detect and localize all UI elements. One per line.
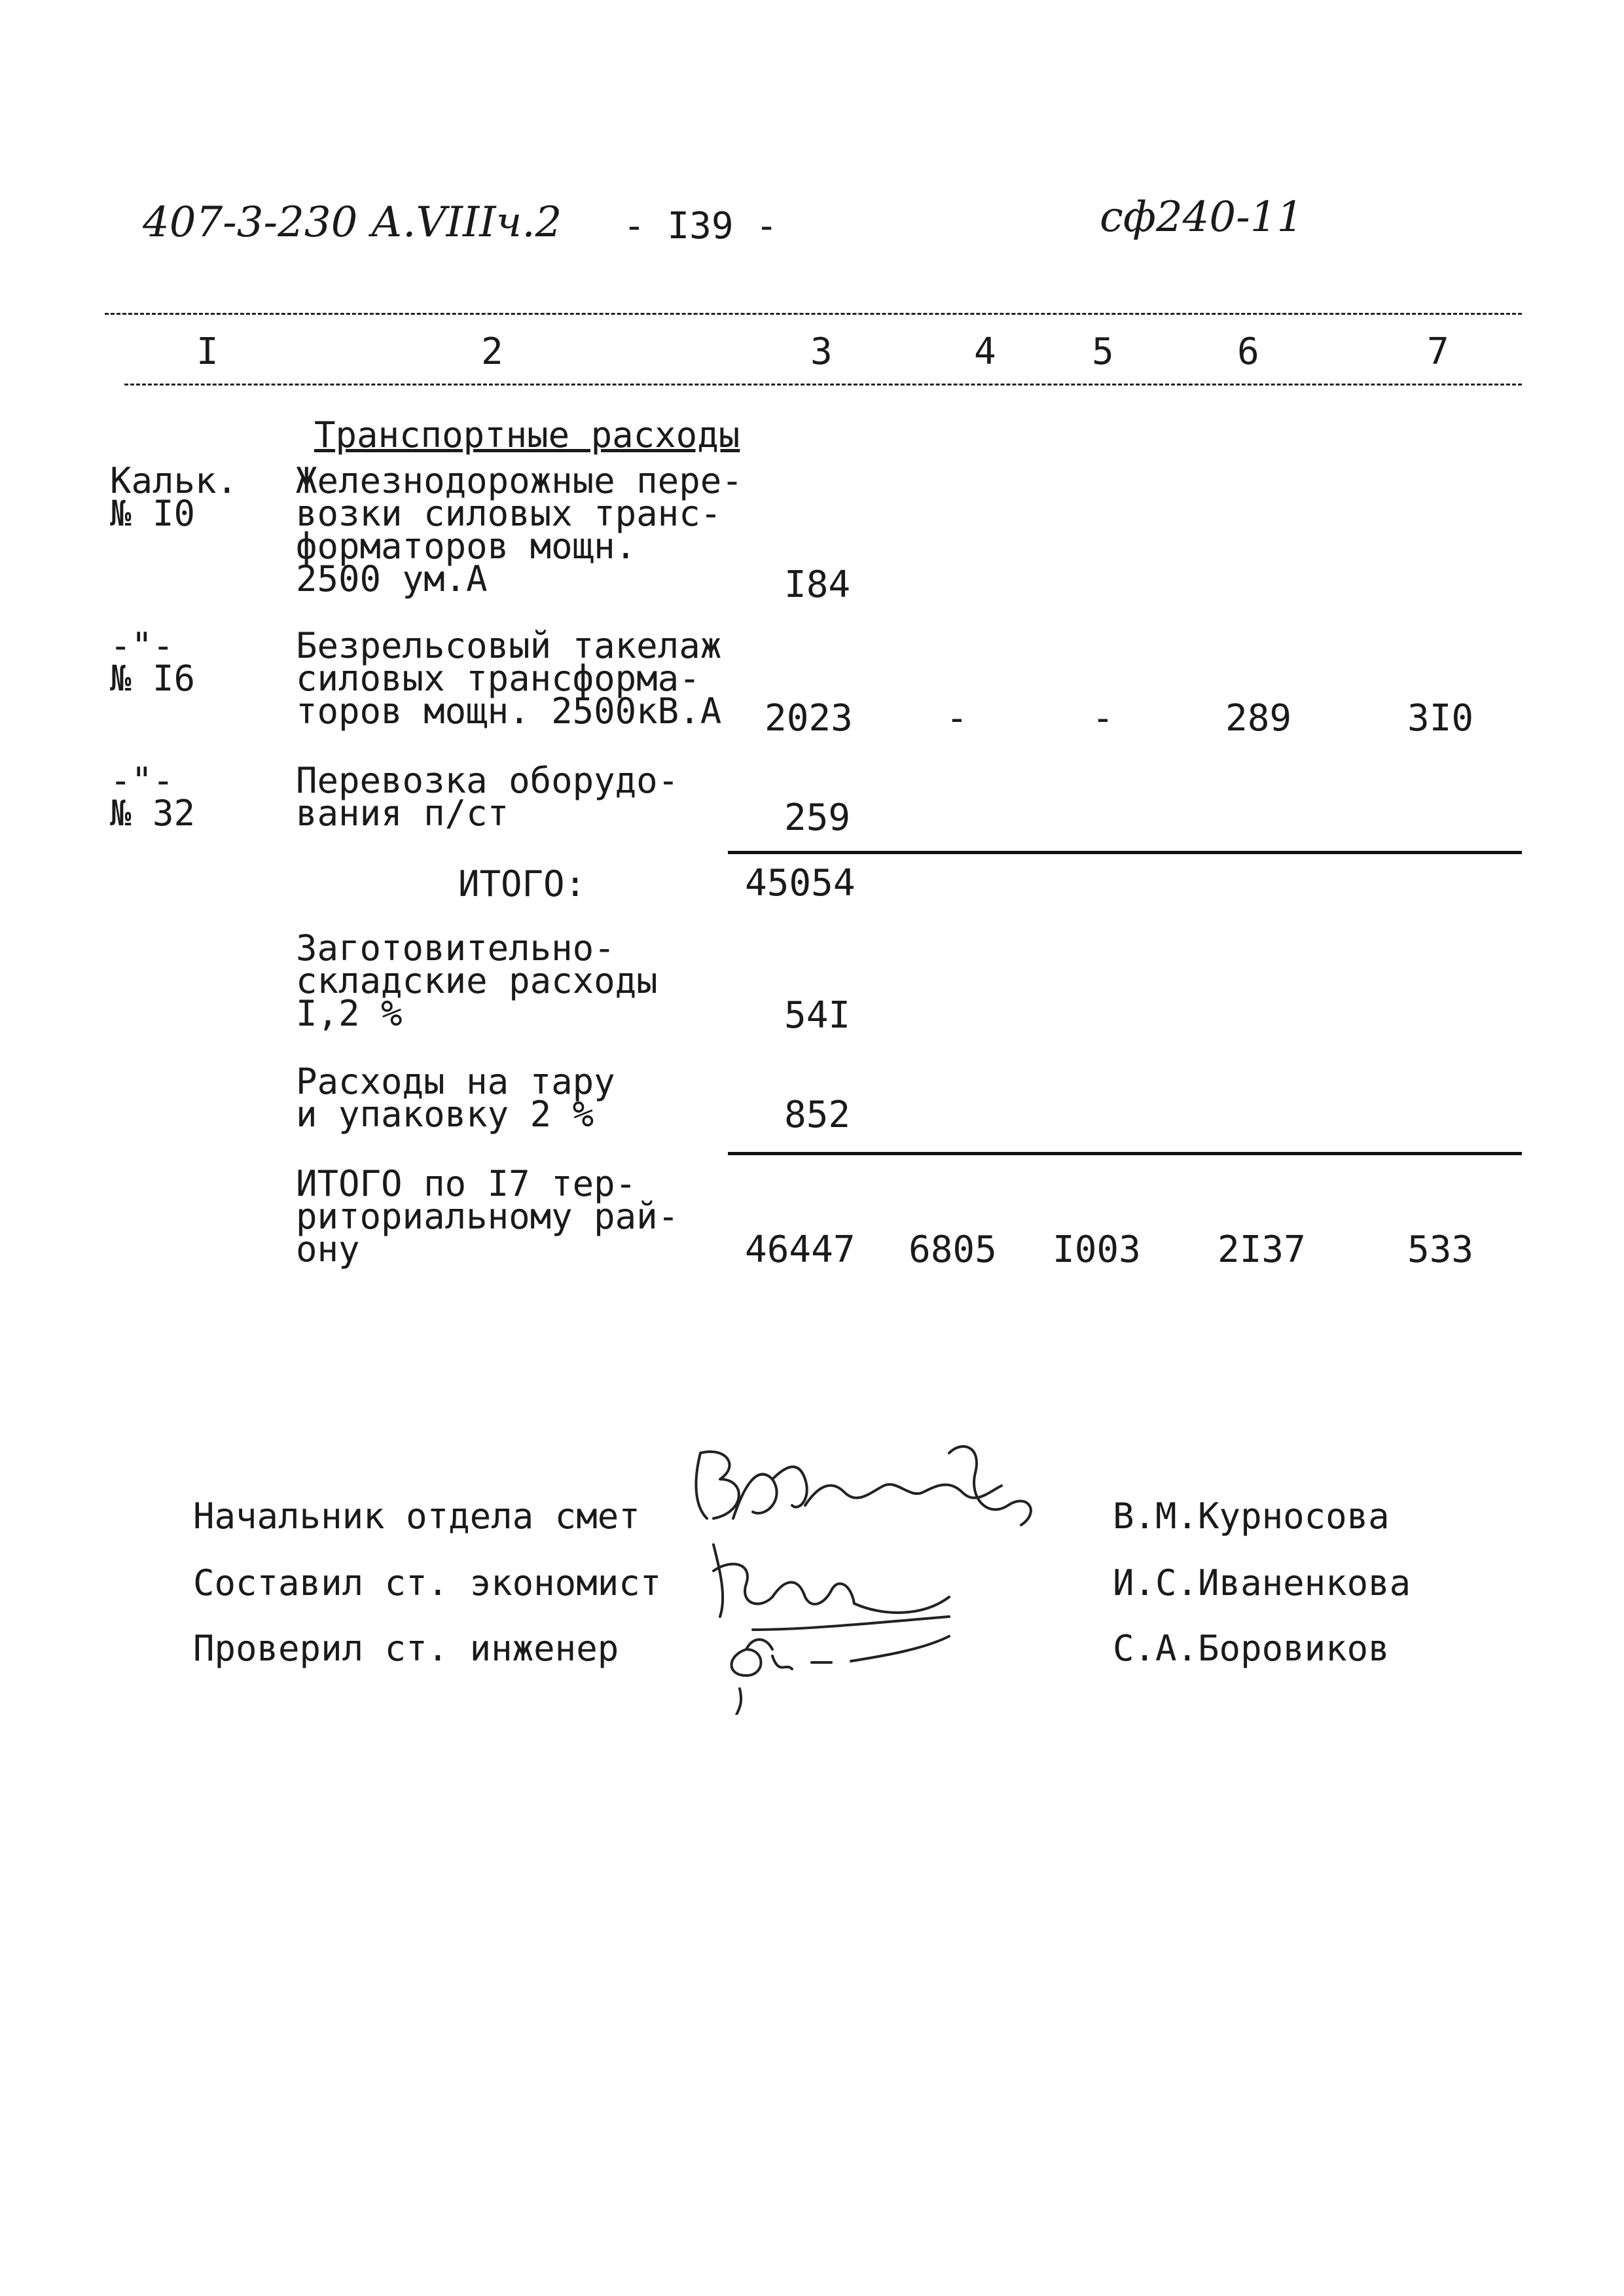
total-label: ИТОГО по I7 тер- риториальному рай- ону	[296, 1163, 679, 1270]
column-header-7: 7	[1427, 331, 1449, 373]
subtotal-rule	[728, 851, 1522, 854]
cell-col3: I84	[784, 564, 851, 606]
sheet-code: сф240-11	[1100, 193, 1304, 242]
handwritten-signatures	[674, 1440, 1080, 1715]
total-col3: 46447	[745, 1229, 856, 1271]
cell-col7: 3I0	[1407, 697, 1474, 740]
cell-col5: -	[1092, 697, 1114, 740]
row-description: Расходы на тару и упаковку 2 %	[296, 1061, 615, 1135]
total-col5: I003	[1053, 1229, 1141, 1271]
cell-col3: 54I	[784, 994, 851, 1037]
cell-col3: 852	[784, 1094, 851, 1136]
signature-role: Составил ст. экономист	[193, 1562, 662, 1604]
row-ref: Кальк. № I0	[110, 460, 238, 534]
cell-col6: 289	[1225, 697, 1292, 740]
header-bottom-rule	[124, 384, 1522, 386]
row-ref: -"- № I6	[110, 625, 196, 699]
subtotal-label: ИТОГО:	[458, 863, 586, 905]
total-col6: 2I37	[1218, 1229, 1306, 1271]
row-description: Железнодорожные пере- возки силовых транс- форматоров мощн. 2500 ум.А	[296, 460, 743, 600]
signature-name: И.С.Иваненкова	[1113, 1562, 1411, 1604]
row-description: Перевозка оборудо- вания п/ст	[296, 760, 679, 834]
signature-role: Проверил ст. инженер	[193, 1628, 619, 1669]
header-top-rule	[105, 313, 1522, 315]
signature-name: С.А.Боровиков	[1113, 1628, 1390, 1669]
total-rule	[728, 1152, 1522, 1155]
row-description: Безрельсовый такелаж силовых трансформа- торов мощн. 2500кВ.А	[296, 625, 722, 732]
signature-name: В.М.Курносова	[1113, 1496, 1390, 1537]
cell-col3: 259	[784, 797, 851, 839]
total-col4: 6805	[909, 1229, 997, 1271]
column-header-1: I	[196, 331, 219, 373]
cell-col3: 2023	[765, 697, 853, 740]
subtotal-value: 45054	[745, 862, 856, 905]
column-header-3: 3	[810, 331, 833, 373]
column-header-4: 4	[974, 331, 996, 373]
document-code: 407-3-230 А.VIIIч.2	[143, 198, 562, 247]
signature-role: Начальник отдела смет	[193, 1496, 640, 1537]
column-header-2: 2	[481, 331, 503, 373]
section-title: Транспортные расходы	[314, 414, 740, 456]
page-number: - I39 -	[623, 205, 778, 247]
total-col7: 533	[1407, 1229, 1474, 1271]
cell-col4: -	[946, 697, 968, 740]
column-header-5: 5	[1092, 331, 1114, 373]
row-description: Заготовительно- складские расходы I,2 %	[296, 927, 658, 1034]
column-header-6: 6	[1237, 331, 1259, 373]
row-ref: -"- № 32	[110, 760, 196, 834]
